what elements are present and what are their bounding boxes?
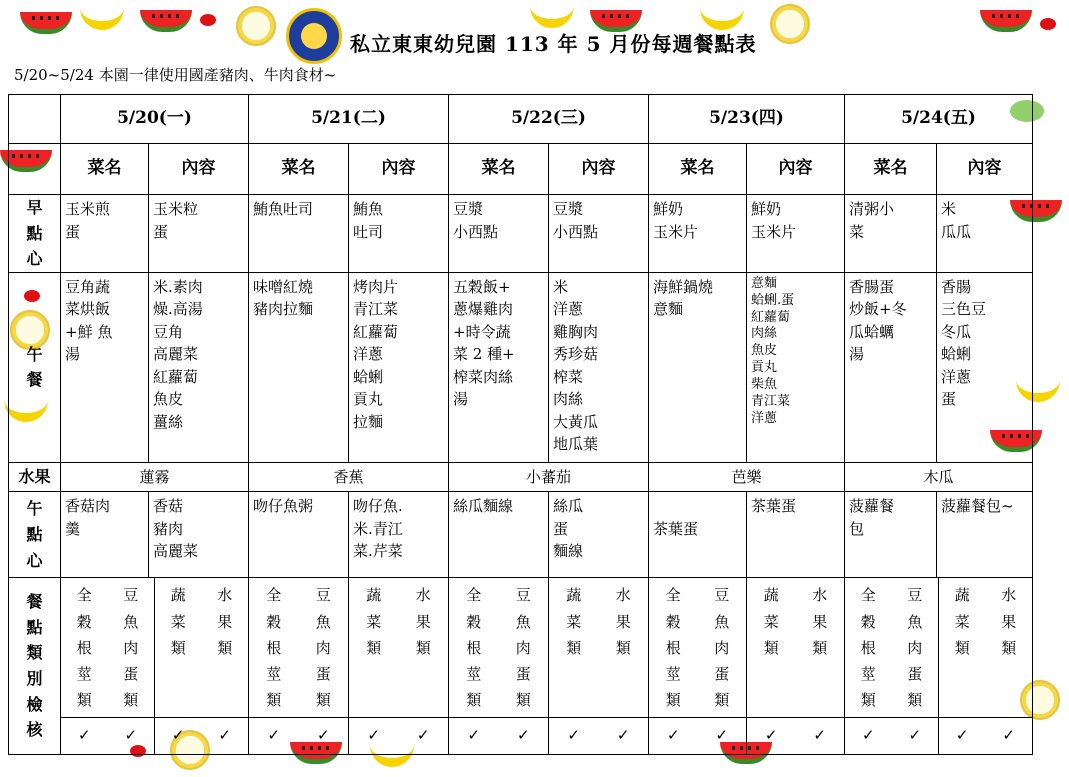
category-fruit: 水 果 類 [217, 586, 233, 657]
page-title: 私立東東幼兒園 113 年 5 月份每週餐點表 [350, 32, 757, 56]
check-mark: ✓ [715, 726, 729, 745]
check-mark: ✓ [861, 726, 875, 745]
category-group [61, 578, 249, 717]
row-label-fruit: 水果 [9, 462, 61, 492]
dish-content: 鮮奶 玉米片 [747, 195, 845, 273]
category-vegetable: 蔬 菜 類 [348, 578, 398, 716]
fruit-cell: 蓮霧 [61, 462, 249, 492]
lemon-icon [770, 4, 810, 44]
banana-icon [530, 6, 574, 28]
category-vegetable: 蔬 菜 類 [154, 578, 201, 716]
check-group [845, 717, 1033, 754]
check-mark: ✓ [516, 726, 530, 745]
row-label-breakfast: 早 點 心 [9, 195, 61, 273]
date-cell: 5/20(一) [61, 95, 249, 144]
dish-name: 香腸蛋 炒飯+冬 瓜蛤蠣 湯 [845, 272, 937, 462]
check-mark: ✓ [316, 726, 330, 745]
header-name: 菜名 [649, 144, 747, 195]
header-content: 內容 [937, 144, 1033, 195]
dish-name: 海鮮鍋燒 意麵 [649, 272, 747, 462]
column-header-row [9, 144, 1033, 195]
check-mark: ✓ [77, 726, 91, 745]
row-label-lunch: 午 餐 [9, 272, 61, 462]
header-content: 內容 [549, 144, 649, 195]
row-label-categories: 餐 點 類 別 檢 核 [9, 578, 61, 754]
dish-content: 豆漿 小西點 [549, 195, 649, 273]
check-mark: ✓ [416, 726, 430, 745]
check-row [9, 717, 1033, 754]
category-vegetable: 蔬 菜 類 [548, 578, 598, 716]
menu-table [8, 94, 1033, 755]
fruit-cell: 芭樂 [649, 462, 845, 492]
dish-content: 鮪魚 吐司 [349, 195, 449, 273]
dish-name: 玉米煎 蛋 [61, 195, 149, 273]
cherry-icon [1040, 18, 1056, 30]
watermelon-icon [980, 10, 1032, 32]
fruit-cell: 小蕃茄 [449, 462, 649, 492]
corner-cell [9, 144, 61, 195]
dish-content: 茶葉蛋 [747, 492, 845, 578]
fruit-row [9, 462, 1033, 492]
category-group [649, 578, 845, 717]
category-protein: 豆 魚 肉 蛋 類 [907, 586, 923, 710]
check-mark: ✓ [813, 726, 826, 745]
dish-name: 五穀飯+ 蔥爆雞肉 +時令蔬 菜 2 種+ 榨菜肉絲 湯 [449, 272, 549, 462]
category-protein: 豆 魚 肉 蛋 類 [515, 586, 531, 710]
check-mark: ✓ [348, 718, 398, 754]
dish-name: 鮮奶 玉米片 [649, 195, 747, 273]
fruit-cell: 木瓜 [845, 462, 1033, 492]
dish-content: 烤肉片 青江菜 紅蘿蔔 洋蔥 蛤蜊 貢丸 拉麵 [349, 272, 449, 462]
check-mark: ✓ [467, 726, 481, 745]
category-grain: 全 穀 根 莖 類 [466, 586, 482, 710]
check-mark: ✓ [218, 726, 231, 745]
check-group [449, 717, 649, 754]
check-mark: ✓ [124, 726, 138, 745]
snack-row [9, 492, 1033, 578]
header-name: 菜名 [449, 144, 549, 195]
dish-content: 吻仔魚. 米.青江 菜.芹菜 [349, 492, 449, 578]
category-vegetable: 蔬 菜 類 [746, 578, 795, 716]
date-cell: 5/24(五) [845, 95, 1033, 144]
dish-name: 豆角蔬 菜烘飯 +鮮 魚 湯 [61, 272, 149, 462]
category-row [9, 578, 1033, 717]
check-mark: ✓ [938, 718, 985, 754]
dish-name: 絲瓜麵線 [449, 492, 549, 578]
lunch-row [9, 272, 1033, 462]
check-mark: ✓ [746, 718, 795, 754]
category-vegetable: 蔬 菜 類 [938, 578, 985, 716]
category-fruit: 水 果 類 [1001, 586, 1017, 657]
check-mark: ✓ [616, 726, 630, 745]
category-protein: 豆 魚 肉 蛋 類 [714, 586, 730, 710]
category-grain: 全 穀 根 莖 類 [860, 586, 876, 710]
category-grain: 全 穀 根 莖 類 [266, 586, 282, 710]
category-protein: 豆 魚 肉 蛋 類 [315, 586, 331, 710]
dish-name: 香菇肉 羹 [61, 492, 149, 578]
category-grain: 全 穀 根 莖 類 [665, 586, 681, 710]
dish-content: 玉米粒 蛋 [149, 195, 249, 273]
date-cell: 5/21(二) [249, 95, 449, 144]
category-protein: 豆 魚 肉 蛋 類 [123, 586, 139, 710]
school-logo [286, 8, 342, 64]
row-label-snack: 午 點 心 [9, 492, 61, 578]
date-row [9, 95, 1033, 144]
dish-content: 菠蘿餐包~ [937, 492, 1033, 578]
category-group [249, 578, 449, 717]
dish-name: 豆漿 小西點 [449, 195, 549, 273]
dish-name: 鮪魚吐司 [249, 195, 349, 273]
dish-content: 香腸 三色豆 冬瓜 蛤蜊 洋蔥 蛋 [937, 272, 1033, 462]
dish-name: 吻仔魚粥 [249, 492, 349, 578]
dish-content: 絲瓜 蛋 麵線 [549, 492, 649, 578]
week-notice: 5/20~5/24 本園一律使用國產豬肉、牛肉食材~ [14, 66, 337, 84]
watermelon-icon [20, 12, 72, 34]
dish-content: 米 瓜瓜 [937, 195, 1033, 273]
dish-content: 香菇 豬肉 高麗菜 [149, 492, 249, 578]
banana-icon [80, 8, 124, 30]
check-mark: ✓ [1002, 726, 1015, 745]
category-group [449, 578, 649, 717]
check-mark: ✓ [154, 718, 201, 754]
header-content: 內容 [349, 144, 449, 195]
check-mark: ✓ [908, 726, 922, 745]
header-content: 內容 [149, 144, 249, 195]
header-name: 菜名 [61, 144, 149, 195]
category-group [845, 578, 1033, 717]
dish-name: 清粥小 菜 [845, 195, 937, 273]
check-mark: ✓ [666, 726, 680, 745]
check-group [649, 717, 845, 754]
corner-cell [9, 95, 61, 144]
banana-icon [700, 8, 744, 30]
header-name: 菜名 [845, 144, 937, 195]
dish-name: 菠蘿餐 包 [845, 492, 937, 578]
category-fruit: 水 果 類 [615, 586, 631, 657]
lemon-icon [236, 6, 276, 46]
cherry-icon [200, 14, 216, 26]
category-fruit: 水 果 類 [415, 586, 431, 657]
check-mark: ✓ [267, 726, 281, 745]
check-group [249, 717, 449, 754]
dish-name: 味噌紅燒 豬肉拉麵 [249, 272, 349, 462]
dish-content: 意麵 蛤蜊.蛋 紅蘿蔔 肉絲 魚皮 貢丸 柴魚 青江菜 洋蔥 [747, 272, 845, 462]
header-name: 菜名 [249, 144, 349, 195]
date-cell: 5/22(三) [449, 95, 649, 144]
fruit-cell: 香蕉 [249, 462, 449, 492]
watermelon-icon [140, 10, 192, 32]
category-grain: 全 穀 根 莖 類 [76, 586, 92, 710]
header-content: 內容 [747, 144, 845, 195]
breakfast-row [9, 195, 1033, 273]
check-mark: ✓ [548, 718, 598, 754]
dish-content: 米.素肉 燥.高湯 豆角 高麗菜 紅蘿蔔 魚皮 薑絲 [149, 272, 249, 462]
date-cell: 5/23(四) [649, 95, 845, 144]
check-group [61, 717, 249, 754]
category-fruit: 水 果 類 [812, 586, 828, 657]
dish-name: 茶葉蛋 [649, 492, 747, 578]
dish-content: 米 洋蔥 雞胸肉 秀珍菇 榨菜 肉絲 大黃瓜 地瓜葉 [549, 272, 649, 462]
